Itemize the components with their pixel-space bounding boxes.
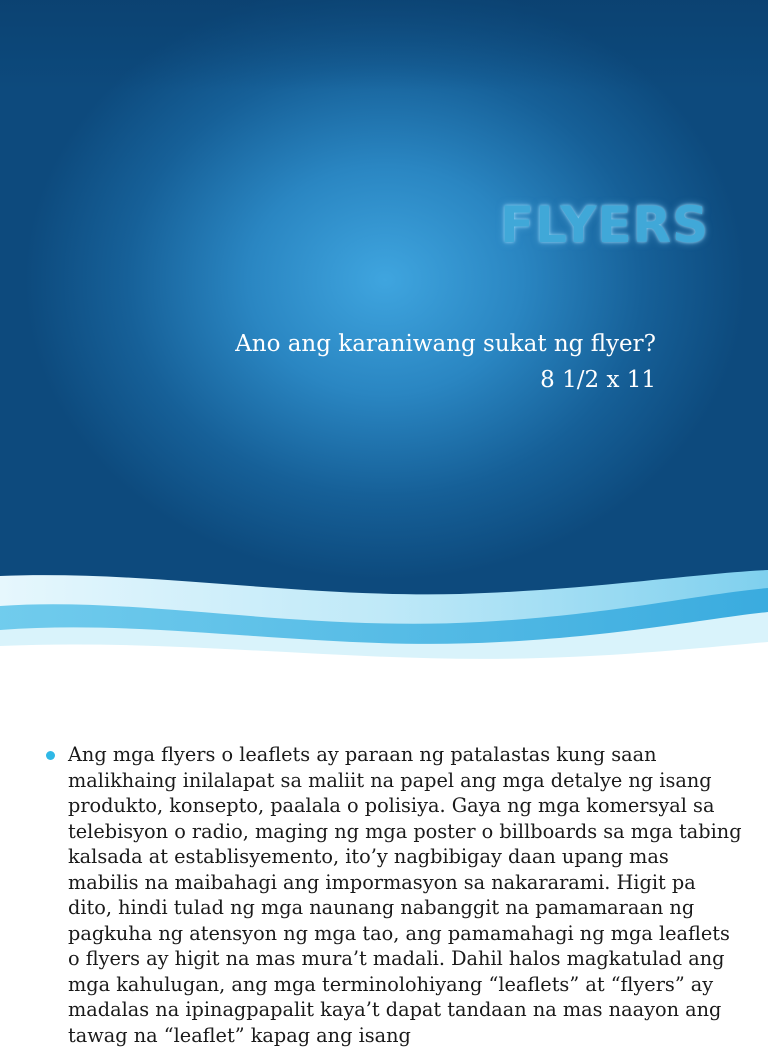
slide-subtitle [235,326,656,398]
bullet-paragraph: Ang mga flyers o leaflets ay paraan ng patalastas kung saan malikhaing inilalapat sa maliit na papel ang mga detalye ng isang produkto, konsepto, paalala o polisiya. Gaya ng mga komersyal sa telebisyon o radio, maging ng mga poster o billboards sa mga tabing kalsada at establisyemento, ito’y nagbibigay daan upang mas mabilis na maibahagi ang impormasyon sa nakararami. Higit pa dito, hindi tulad ng mga naunang nabanggit na pamamaraan ng pagkuha ng atensyon ng mga tao, ang pamamahagi ng mga leaflets o flyers ay higit na mas mura’t madali. Dahil halos magkatulad ang mga kahulugan, ang mga terminolohiyang “leaflets” at “flyers” ay madalas na ipinagpapalit kaya’t dapat tandaan na mas naayon ang tawag na “leaflet” kapag ang isang [68,743,742,1047]
subtitle-line-question: Ano ang karaniwang sukat ng flyer? [235,331,656,357]
bullet-item [46,742,746,1048]
wave-decoration [0,560,768,670]
subtitle-line-answer: 8 1/2 x 11 [540,367,656,393]
content-slide [0,670,768,1047]
bullet-dot-icon [46,751,55,760]
slide-title: FLYERS [500,196,710,254]
